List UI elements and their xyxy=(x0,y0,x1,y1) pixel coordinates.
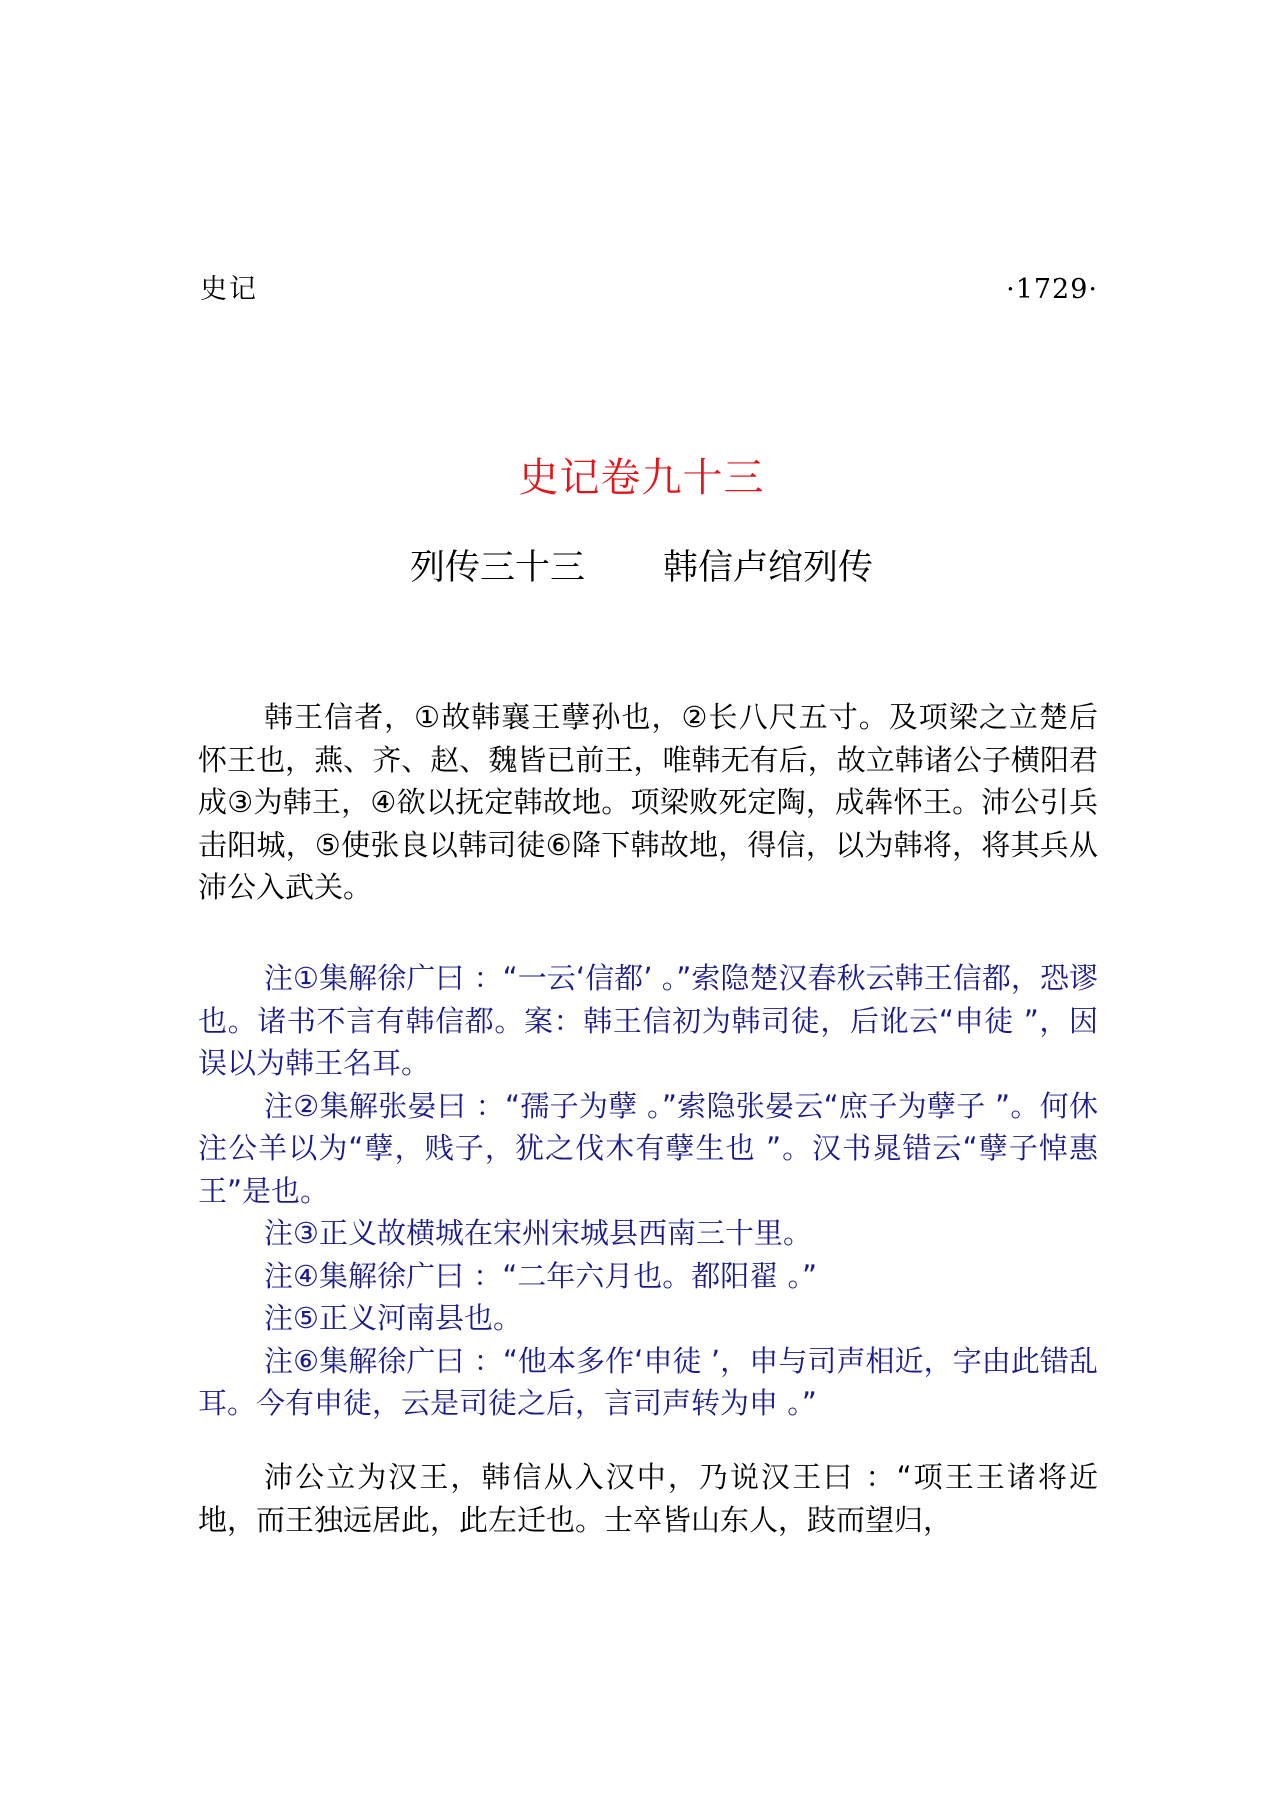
chapter-title: 史记卷九十三 xyxy=(518,455,765,501)
subtitle-chapter: 韩信卢绾列传 xyxy=(663,548,874,588)
note-6: 注⑥集解徐广曰 ：“他本多作‘申徒 ’，申与司声相近，字由此错乱耳。今有申徒，云是司徒之后，言司声转为申 。” xyxy=(198,1343,1098,1420)
running-head-page-number: ·1729· xyxy=(1006,274,1098,305)
running-head-book-name: 史记 xyxy=(200,274,258,305)
main-paragraph: 韩王信者，①故韩襄王孽孙也，②长八尺五寸。及项梁之立楚后怀王也，燕、齐、赵、魏皆已前王，唯韩无有后，故立韩诸公子横阳君成③为韩王，④欲以抚定韩故地。项梁败死定陶，成犇怀王。沛公引兵击阳城，⑤使张良以韩司徒⑥降下韩故地，得信，以为韩将，将其兵从沛公入武关。 xyxy=(198,700,1098,904)
continuation-paragraph: 沛公立为汉王，韩信从入汉中，乃说汉王曰 ：“项王王诸将近地，而王独远居此，此左迁也。士卒皆山东人，跂而望归， xyxy=(198,1460,1098,1537)
note-1: 注①集解徐广曰 ：“一云‘信都’ 。”索隐楚汉春秋云韩王信都，恐谬也。诸书不言有韩信都。案：韩王信初为韩司徒，后讹云“申徒 ”，因误以为韩王名耳。 xyxy=(198,961,1098,1080)
note-2: 注②集解张晏曰 ：“孺子为孽 。”索隐张晏云“庶子为孽子 ”。何休注公羊以为“孽，贱子，犹之伐木有孽生也 ”。汉书晁错云“孽子悼惠王”是也。 xyxy=(198,1088,1098,1208)
main-text-block xyxy=(198,696,1098,909)
note-3: 注③正义故横城在宋州宋城县西南三十里。 xyxy=(264,1216,812,1250)
note-5: 注⑤正义河南县也。 xyxy=(264,1301,522,1335)
continuation-text-block xyxy=(198,1456,1098,1541)
note-4: 注④集解徐广曰 ：“二年六月也。都阳翟 。” xyxy=(264,1258,817,1293)
notes-block xyxy=(198,957,1098,1425)
chapter-subtitle xyxy=(0,545,1283,591)
subtitle-section: 列传三十三 xyxy=(409,548,585,588)
